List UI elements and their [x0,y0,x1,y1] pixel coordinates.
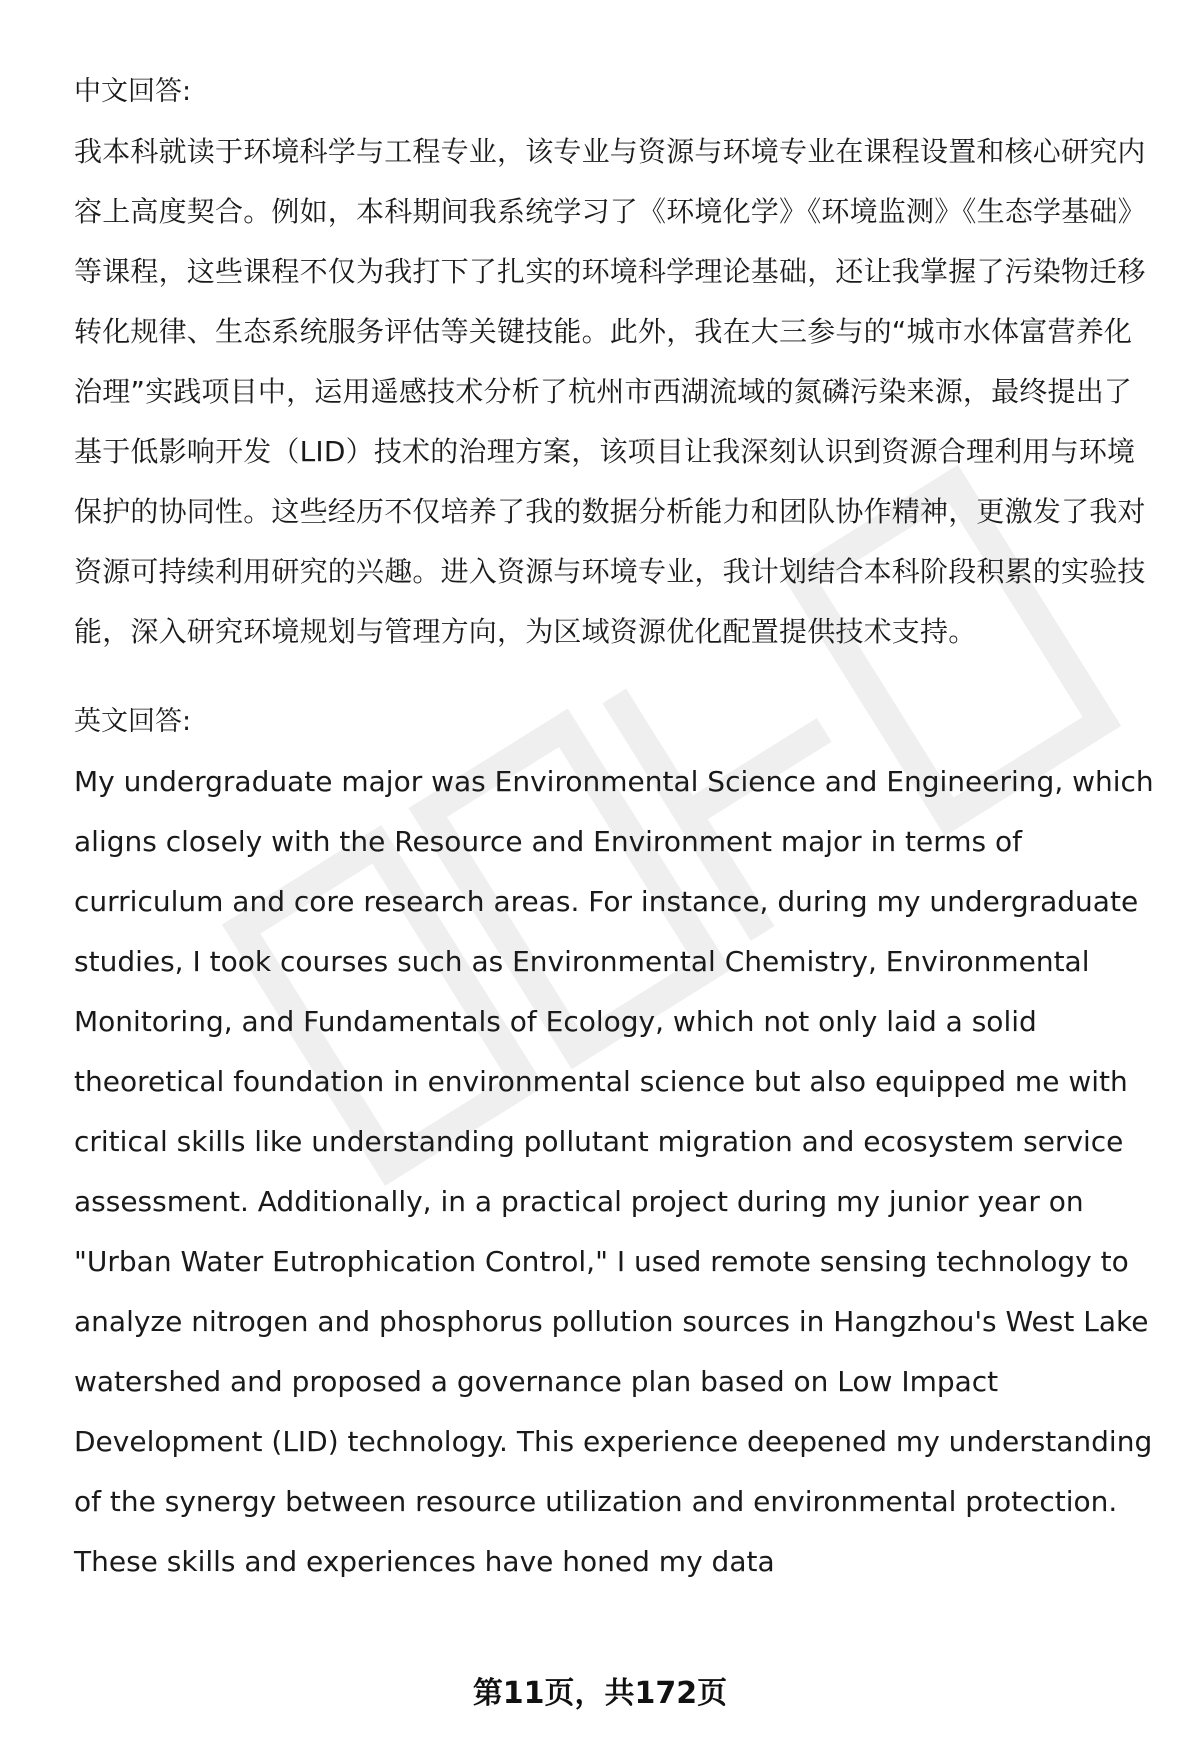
cn-answer-label: 中文回答: [74,76,192,107]
page-number: 第11页，共172页 [472,1676,728,1711]
section-gap [74,662,1154,692]
en-answer-text: My undergraduate major was Environmental Science and Engineering, which aligns closely with the Resource and Environment major in terms of curriculum and core research areas. For instance, during my undergraduate studies, I took courses such as Environmental Chemistry, Environmental Monitoring, and Fundamentals of Ecology, which not only laid a solid theoretical foundation in environmental science but also equipped me with critical skills like understanding pollutant migration and ecosystem service assessment. Additionally, in a practical project during my junior year on "Urban Water Eutrophication Control," I used remote sensing technology to analyze nitrogen and phosphorus pollution sources in Hangzhou's West Lake watershed and proposed a governance plan based on Low Impact Development (LID) technology. This experience deepened my understanding of the synergy between resource utilization and environmental protection. These skills and experiences have honed my data [74,765,1154,1578]
document-page [74,62,1154,1592]
cn-answer-text: 我本科就读于环境科学与工程专业，该专业与资源与环境专业在课程设置和核心研究内容上高度契合。例如，本科期间我系统学习了《环境化学》《环境监测》《生态学基础》等课程，这些课程不仅为我打下了扎实的环境科学理论基础，还让我掌握了污染物迁移转化规律、生态系统服务评估等关键技能。此外，我在大三参与的“城市水体富营养化治理”实践项目中，运用遥感技术分析了杭州市西湖流域的氮磷污染来源，最终提出了基于低影响开发（LID）技术的治理方案，该项目让我深刻认识到资源合理利用与环境保护的协同性。这些经历不仅培养了我的数据分析能力和团队协作精神，更激发了我对资源可持续利用研究的兴趣。进入资源与环境专业，我计划结合本科阶段积累的实验技能，深入研究环境规划与管理方向，为区域资源优化配置提供技术支持。 [74,135,1146,648]
en-answer-label: 英文回答: [74,706,192,737]
